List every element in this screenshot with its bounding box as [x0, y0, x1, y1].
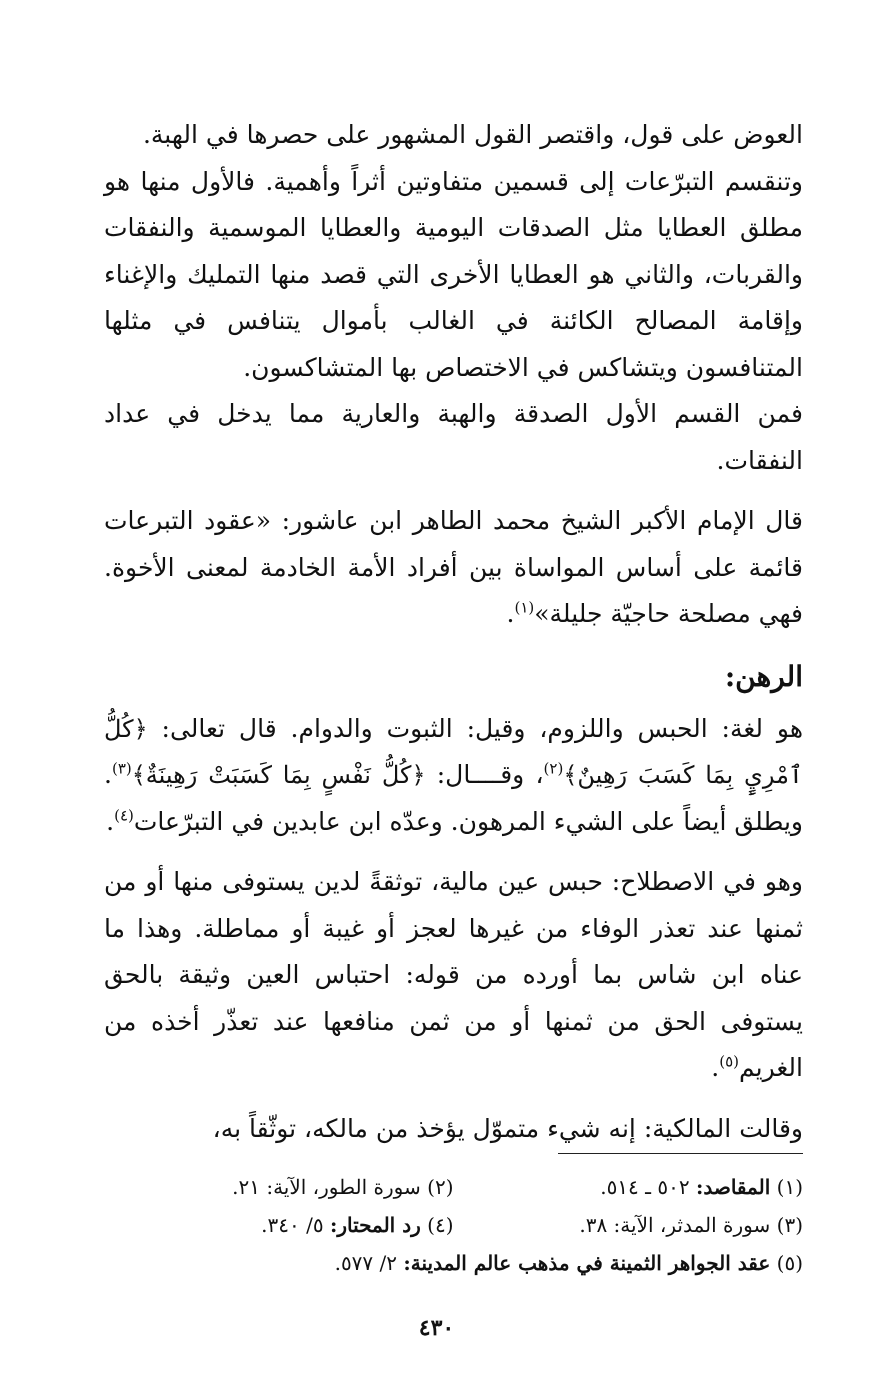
footnote-5 [334, 1244, 803, 1282]
footnote-source-title: المقاصد: [695, 1175, 771, 1199]
paragraph-7: وقالت المالكية: إنه شيء متموّل يؤخذ من مالكه، توثّقاً به، [212, 1113, 803, 1143]
footnote-2 [104, 1168, 454, 1206]
footnote-number: (٢) [427, 1175, 454, 1199]
paragraph-4 [104, 498, 803, 638]
period: . [711, 1053, 720, 1082]
period: . [106, 806, 115, 836]
ayah-2: ﴿كُلُّ نَفْسٍ بِمَا كَسَبَتْ رَهِينَةٌ﴾ [131, 761, 426, 789]
footnote-text: ٥/ ٣٤٠. [261, 1213, 324, 1237]
footnote-text: ٢/ ٥٧٧. [334, 1251, 398, 1275]
footnotes [104, 1168, 803, 1282]
footnote-ref-1: (١) [514, 598, 535, 617]
paragraph-3: فمن القسم الأول الصدقة والهبة والعارية مما يدخل في عداد النفقات. [104, 399, 803, 475]
footnote-row [104, 1168, 803, 1206]
footnote-source-title: رد المحتار: [329, 1213, 421, 1237]
term-definition: وهو في الاصطلاح: حبس عين مالية، توثقةً لدين يستوفى منها أو من ثمنها عند تعذر الوفاء من غيرها لعجز أو غيبة أو مماطلة. وهذا ما عناه ابن شاس بما أورده من قوله: احتباس العين وثيقة بالحق يستوفى الحق من ثمنها أو من ثمن منافعها عند تعذّر أخذه من الغريم [104, 867, 803, 1082]
footnote-separator [558, 1153, 803, 1154]
footnote-source-title: عقد الجواهر الثمينة في مذهب عالم المدينة: [403, 1251, 771, 1275]
footnote-1 [454, 1168, 804, 1206]
main-text [104, 112, 803, 1152]
quote-text: قال الإمام الأكبر الشيخ محمد الطاهر ابن عاشور: «عقود التبرعات قائمة على أساس المواساة بين أفراد الأمة الخادمة لمعنى الأخوة. فهي مصلحة حاجيّة جليلة» [104, 506, 803, 628]
footnote-ref-3: (٣) [111, 759, 132, 778]
footnote-row [104, 1244, 803, 1282]
footnote-row [104, 1206, 803, 1244]
footnote-3 [454, 1206, 804, 1244]
footnote-text: سورة الطور، الآية: ٢١. [232, 1175, 421, 1199]
footnote-text: سورة المدثر، الآية: ٣٨. [579, 1213, 771, 1237]
paragraph-2: وتنقسم التبرّعات إلى قسمين متفاوتين أثراً وأهمية. فالأول منها هو مطلق العطايا مثل الصدقات اليومية والعطايا الموسمية والنفقات والقربات، والثاني هو العطايا الأخرى التي قصد منها التمليك والإغناء وإقامة المصالح الكائنة في الغالب بأموال يتنافس في مثلها المتنافسون ويتشاكس في الاختصاص بها المتشاكسون. [104, 166, 803, 382]
connector-text: ، وقــــال: [436, 760, 544, 789]
period: . [506, 599, 515, 628]
footnote-ref-2: (٢) [543, 759, 564, 778]
paragraph-1: العوض على قول، واقتصر القول المشهور على حصرها في الهبة. [142, 120, 803, 149]
continuation-text: . ويطلق أيضاً على الشيء المرهون. وعدّه ابن عابدين في التبرّعات [104, 760, 803, 836]
paragraph-6 [104, 859, 803, 1092]
page-number: ٤٣٠ [418, 1315, 455, 1341]
footnote-ref-5: (٥) [719, 1052, 739, 1071]
footnote-number: (١) [776, 1175, 803, 1199]
footnote-number: (٣) [776, 1213, 803, 1237]
footnote-ref-4: (٤) [114, 806, 134, 825]
footnote-number: (٤) [427, 1213, 454, 1237]
section-heading: الرهن: [724, 659, 803, 693]
definition-text: هو لغة: الحبس واللزوم، وقيل: الثبوت والدوام. قال تعالى: [161, 713, 803, 743]
footnote-number: (٥) [776, 1251, 803, 1275]
ayah-1: ﴿كُلُّ ٱمْرِيٍٕ بِمَا كَسَبَ رَهِينٌ﴾ [104, 714, 803, 789]
paragraph-5 [104, 706, 803, 846]
footnote-4 [104, 1206, 454, 1244]
footnote-text: ٥٠٢ ـ ٥١٤. [600, 1175, 690, 1199]
